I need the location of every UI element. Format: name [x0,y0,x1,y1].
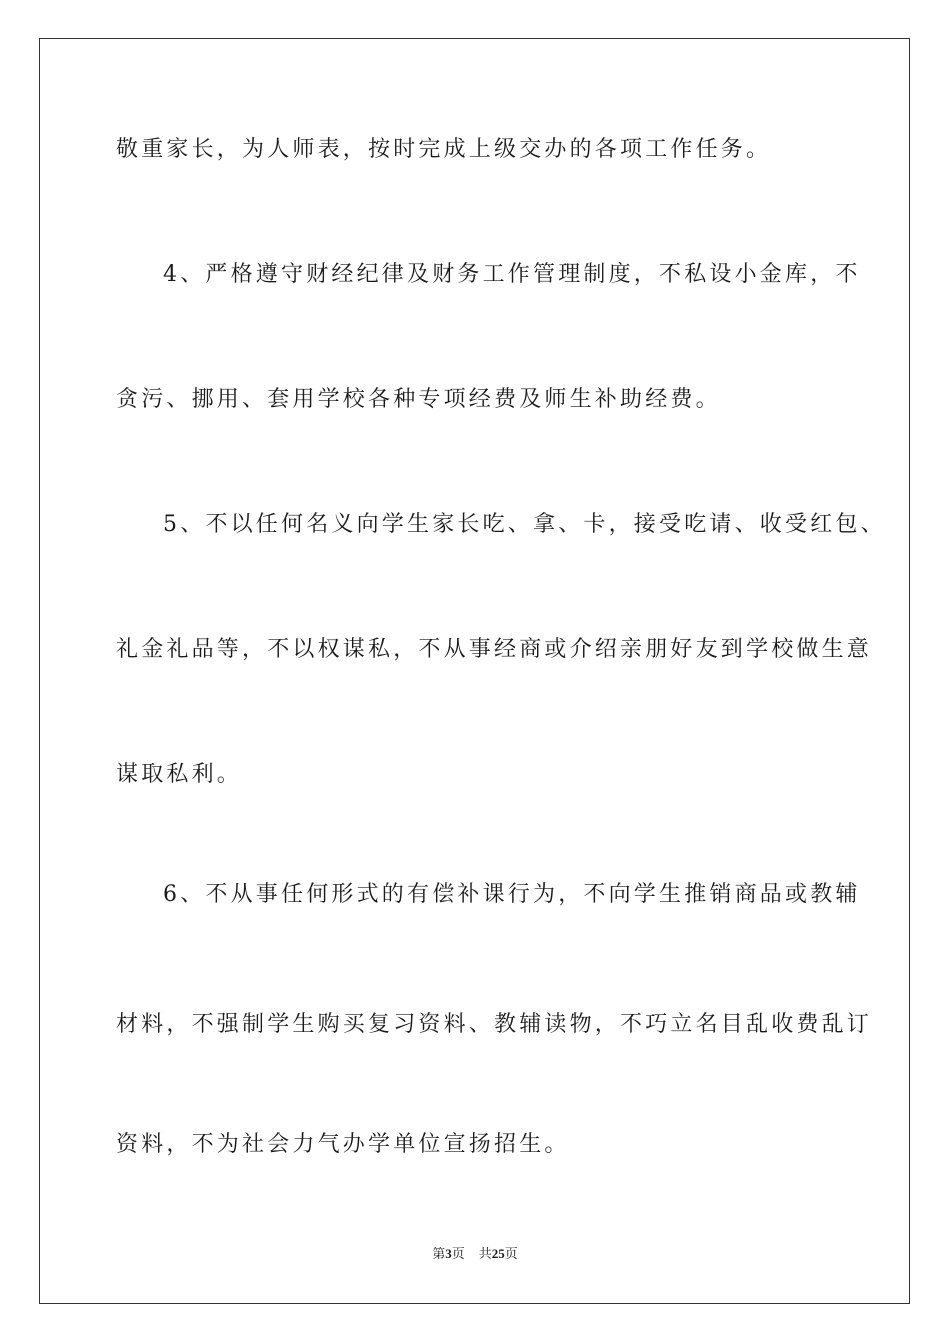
paragraph-line-4: 5、不以任何名义向学生家长吃、拿、卡，接受吃请、收受红包、 [163,512,886,537]
paragraph-line-2: 4、严格遵守财经纪律及财务工作管理制度，不私设小金库，不 [163,262,861,287]
paragraph-line-5: 礼金礼品等，不以权谋私，不从事经商或介绍亲朋好友到学校做生意 [116,637,873,662]
page-prefix: 第 [432,1247,446,1262]
paragraph-line-1: 敬重家长，为人师表，按时完成上级交办的各项工作任务。 [116,137,772,162]
page-number: 3 [445,1246,452,1261]
paragraph-line-3: 贪污、挪用、套用学校各种专项经费及师生补助经费。 [116,387,721,412]
page-suffix: 页 [451,1247,465,1262]
page-border [39,38,910,1304]
total-suffix: 页 [504,1247,518,1262]
paragraph-line-6: 谋取私利。 [116,762,243,787]
paragraph-line-7: 6、不从事任何形式的有偿补课行为，不向学生推销商品或教辅 [163,882,861,907]
total-prefix: 共 [478,1247,492,1262]
total-pages: 25 [491,1246,505,1261]
paragraph-line-8: 材料，不强制学生购买复习资料、教辅读物，不巧立名目乱收费乱订 [116,1012,873,1037]
page-footer [0,1245,950,1264]
paragraph-line-9: 资料，不为社会力气办学单位宣扬招生。 [116,1132,570,1157]
